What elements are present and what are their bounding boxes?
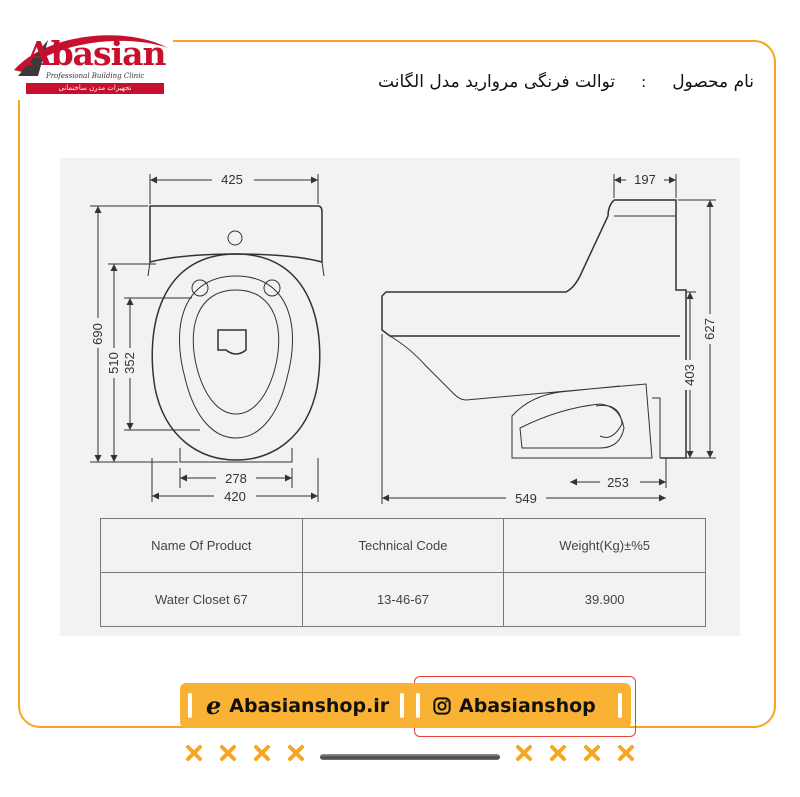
cross-icon bbox=[617, 744, 635, 762]
website-text: Abasianshop.ir bbox=[229, 694, 390, 717]
side-view-labels bbox=[506, 172, 720, 506]
table-row bbox=[101, 573, 706, 627]
dim-510: 510 bbox=[106, 352, 121, 374]
table-header: Weight(Kg)±%5 bbox=[504, 519, 706, 573]
cross-icon bbox=[583, 744, 601, 762]
logo-wordmark: Abasian bbox=[26, 34, 166, 73]
dim-549: 549 bbox=[515, 491, 537, 506]
top-view-outline bbox=[148, 206, 324, 462]
table-header: Technical Code bbox=[302, 519, 504, 573]
product-title-label: نام محصول bbox=[672, 72, 754, 92]
bar-tick bbox=[618, 693, 622, 718]
table-header-row bbox=[101, 519, 706, 573]
table-cell: 13-46-67 bbox=[302, 573, 504, 627]
instagram-link[interactable] bbox=[433, 683, 596, 728]
cross-icon bbox=[185, 744, 203, 762]
dim-403: 403 bbox=[682, 364, 697, 386]
top-view-labels bbox=[86, 170, 256, 504]
cross-icon bbox=[253, 744, 271, 762]
dim-690: 690 bbox=[90, 323, 105, 345]
cross-icon bbox=[549, 744, 567, 762]
table-header: Name Of Product bbox=[101, 519, 303, 573]
product-title-value: توالت فرنگی مروارید مدل الگانت bbox=[378, 72, 616, 92]
dim-253: 253 bbox=[607, 475, 629, 490]
dim-420: 420 bbox=[224, 489, 246, 504]
dim-352: 352 bbox=[122, 352, 137, 374]
website-link[interactable] bbox=[206, 683, 389, 728]
cross-icon bbox=[219, 744, 237, 762]
logo-subtitle: Professional Building Clinic bbox=[46, 72, 145, 80]
side-view-outline bbox=[382, 200, 686, 458]
product-title-separator: : bbox=[641, 73, 647, 91]
cross-icon bbox=[287, 744, 305, 762]
decor-divider bbox=[320, 754, 500, 760]
dim-197: 197 bbox=[634, 172, 656, 187]
instagram-icon bbox=[433, 697, 451, 715]
top-view-dimensions bbox=[90, 174, 318, 502]
logo-tagline: تجهیزات مدرن ساختمانی bbox=[26, 83, 164, 94]
spec-table bbox=[100, 518, 706, 627]
side-view-dimensions bbox=[382, 174, 716, 504]
table-cell: 39.900 bbox=[504, 573, 706, 627]
instagram-text: Abasianshop bbox=[459, 694, 596, 717]
cross-icon bbox=[515, 744, 533, 762]
internet-explorer-icon: e bbox=[206, 691, 222, 720]
table-cell: Water Closet 67 bbox=[101, 573, 303, 627]
dim-278: 278 bbox=[225, 471, 247, 486]
bar-tick bbox=[416, 693, 420, 718]
product-title bbox=[378, 72, 754, 92]
bar-tick bbox=[400, 693, 404, 718]
bar-tick bbox=[188, 693, 192, 718]
brand-logo[interactable] bbox=[8, 26, 173, 100]
contact-bar bbox=[180, 683, 631, 728]
dim-425: 425 bbox=[221, 172, 243, 187]
dim-627: 627 bbox=[702, 318, 717, 340]
